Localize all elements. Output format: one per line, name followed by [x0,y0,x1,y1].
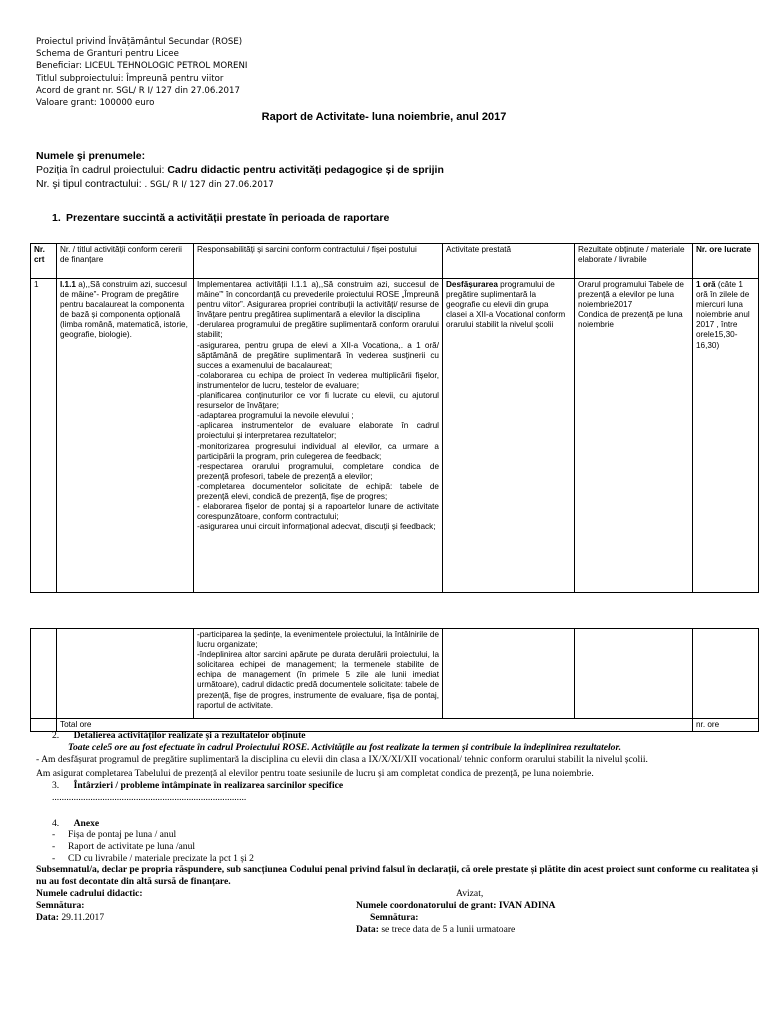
resp-line: -colaborarea cu echipa de proiect în vederea multiplicării fișelor, instrumentelor de lucru, testelor de evaluare; [197,370,439,390]
list-item: - Raport de activitate pe luna /anul [52,841,196,852]
section-title: Prezentare succintă a activității prestate în perioada de raportare [66,212,390,224]
header-nr: Nr. crt [31,244,57,279]
header-activity: Nr. / titlul activității conform cererii de finanțare [57,244,194,279]
name-label: Numele şi prenumele: [36,150,146,162]
section-number: 2. [52,730,60,741]
cell-performed [443,279,575,593]
section-2-line: Am asigurat completarea Tabelului de prezență al elevilor pentru toate sesiunile de lucru și am completat condica de prezență, pe luna noiembrie. [36,768,594,779]
performed-bold: Desfășurarea [446,280,498,289]
header-line: Schema de Granturi pentru Licee [36,49,179,60]
table-header-row [31,244,759,279]
coordinator-name: Numele coordonatorului de grant: IVAN ADINA [356,900,556,911]
cell-hours [693,279,759,593]
table-row [31,279,759,593]
activity-table [30,243,759,593]
position-value: Cadru didactic pentru activități pedagogice și de sprijin [167,164,444,176]
section-3-dots: ................................................................................. [52,792,247,803]
activity-table-continued [30,628,759,732]
position-label: Poziția în cadrul proiectului: [36,164,168,176]
contract-value: . SGL/ R I/ 127 din 27.06.2017 [144,180,274,190]
date-value: 29.11.2017 [58,912,105,923]
section-title: Anexe [73,818,100,829]
section-number: 1. [52,212,61,224]
resp-line: -planificarea conținuturilor ce vor fi lucrate cu elevii, cu ajutorul resurselor de învățare; [197,391,439,411]
header-line: Valoare grant: 100000 euro [36,98,155,109]
performed-text: programului de pregătire suplimentară la geografie cu elevii din grupa clasei a XII-a Vocational conform orarului stabilit la nivelul școlii [446,280,566,330]
resp-line: Implementarea activității I.1.1 a),,Să construim azi, succesul de mâine”' în concordanță cu prevederile proiectului ROSE „Împreună pentru viitor”. Asigurarea propriei contribuții la activități/ resurse de învățare pentru pregătirea suplimentară a elevilor la disciplina [197,280,439,320]
resp-line: -îndeplinirea altor sarcini apărute pe durata derulării proiectului, la solicitarea echipei de management; la termenele stabilite de echipa de management (în primele 5 zile ale lunii imediat următoare), cadrul didactic predă documentele solicitate: tabele de prezență, fișe de progres, instrumente de evaluare, fișa de pontaj, raportul de activitate. [197,650,439,710]
date-label: Data: [36,912,59,923]
contract-label: Nr. şi tipul contractului: [36,178,145,190]
list-item: - Fișa de pontaj pe luna / anul [52,829,177,840]
resp-line: -aplicarea instrumentelor de evaluare elaborate în cadrul proiectului și interpretarea rezultatelor; [197,421,439,441]
resp-line: -derularea programului de pregătire suplimentară conform orarului stabilit; [197,320,439,340]
cell-empty [575,629,693,719]
results-text: Condica de prezență pe luna noiembrie [578,310,683,330]
date-line [36,912,104,924]
cell-results [575,279,693,593]
resp-line: -adaptarea programului la nevoile elevului ; [197,411,354,421]
section-number: 4. [52,818,60,829]
total-label: Total ore [57,719,693,732]
cell-empty [57,629,194,719]
cell-activity [57,279,194,593]
coordinator-date-line [356,924,515,936]
header-resp: Responsabilități și sarcini conform contractului / fișei postului [194,244,443,279]
cell-empty [31,629,57,719]
activity-code: I.1.1 [60,280,76,289]
resp-line: -monitorizarea progresului individual al elevilor, ca urmare a participării la program, prin culegerea de feedback; [197,441,439,461]
header-results: Rezultate obținute / materiale elaborate / livrabile [575,244,693,279]
resp-line: -completarea documentelor solicitate de echipă: tabele de prezență elevi, condică de prezență, fișe de progres; [197,481,439,501]
results-text: Orarul programului Tabele de prezență a elevilor pe luna noiembrie2017 [578,280,684,310]
activity-text: a),,Să construim azi, succesul de mâine”- Program de pregătire pentru bacalaureat la componenta de bază și componenta opțională (limba română, matematică, istorie, geografie, biologie). [60,280,188,340]
signature-label: Semnătura: [36,900,85,911]
report-title: Raport de Activitate- luna noiembrie, anul 2017 [261,111,507,123]
hours-bold: 1 oră [696,280,716,289]
cell-resp [194,279,443,593]
header-line: Titlul subproiectului: Împreună pentru viitor [36,73,224,84]
hours-text: (câte 1 oră în zilele de miercuri luna noiembrie anul 2017 , între orele15,30-16,30) [696,280,750,350]
cell-empty [693,629,759,719]
section-2-heading [52,730,306,742]
contract-line [36,178,274,190]
section-3-heading [52,780,343,792]
declaration-text: Subsemnatul/a, declar pe propria răspundere, sub sancțiunea Codului penal privind falsul în declarații, că orele prestate și plătite din acest proiect sunt conforme cu realitatea și nu au fost decontate din altă sursă de finanțare. [36,864,759,887]
section-4-heading [52,818,99,830]
section-1-heading [52,212,389,224]
cell-nr: 1 [31,279,57,593]
section-number: 3. [52,780,60,791]
date-value: se trece data de 5 a lunii urmatoare [378,924,516,935]
cell-resp-continued [194,629,443,719]
header-performed: Activitate prestată [443,244,575,279]
teacher-name-label: Numele cadrului didactic: [36,888,143,899]
header-block [36,36,247,109]
table-row [31,629,759,719]
header-line: Beneficiar: LICEUL TEHNOLOGIC PETROL MORENI [36,61,248,72]
coordinator-signature-label: Semnătura: [370,912,419,923]
resp-line: -respectarea orarului programului, completare condica de prezență profesori, tabele de prezență a elevilor; [197,461,439,481]
header-line: Proiectul privind Învățământul Secundar (ROSE) [36,37,243,47]
resp-line: -asigurarea, pentru grupa de elevi a XII-a Vocationa,. a 1 oră/ săptămână de pregătire suplimentară în vederea susținerii cu succes a examenului de bacalaureat; [197,340,439,370]
resp-line: -asigurarea unui circuit informațional adecvat, discuții și feedback; [197,522,436,532]
resp-line: - elaborarea fișelor de pontaj și a rapoartelor lunare de activitate corespunzătoare, conform contractului; [197,502,439,522]
list-item: - CD cu livrabile / materiale precizate la pct 1 și 2 [52,853,254,864]
date-label: Data: [356,924,379,935]
header-hours: Nr. ore lucrate [693,244,759,279]
section-2-line: - Am desfășurat programul de pregătire suplimentară la disciplina cu elevii din clasa a IX/X/XI/XII vocational/ tehnic conform orarului stabilit la nivelul școlii. [36,754,648,765]
header-line: Acord de grant nr. SGL/ R I/ 127 din 27.06.2017 [36,85,240,96]
avizat-label: Avizat, [456,888,484,899]
total-value: nr. ore [693,719,759,732]
section-title: Întârzieri / probleme întâmpinate în realizarea sarcinilor specifice [73,780,344,791]
section-title: Detalierea activităților realizate și a rezultatelor obținute [73,730,306,741]
position-line [36,164,444,176]
section-2-summary: Toate cele5 ore au fost efectuate în cadrul Proiectului ROSE. Activitățile au fost realizate la termen și contribuie la îndeplinirea rezultatelor. [68,742,622,753]
resp-line: -participarea la ședințe, la evenimentele proiectului, la întâlnirile de lucru organizate; [197,630,439,650]
cell-empty [443,629,575,719]
